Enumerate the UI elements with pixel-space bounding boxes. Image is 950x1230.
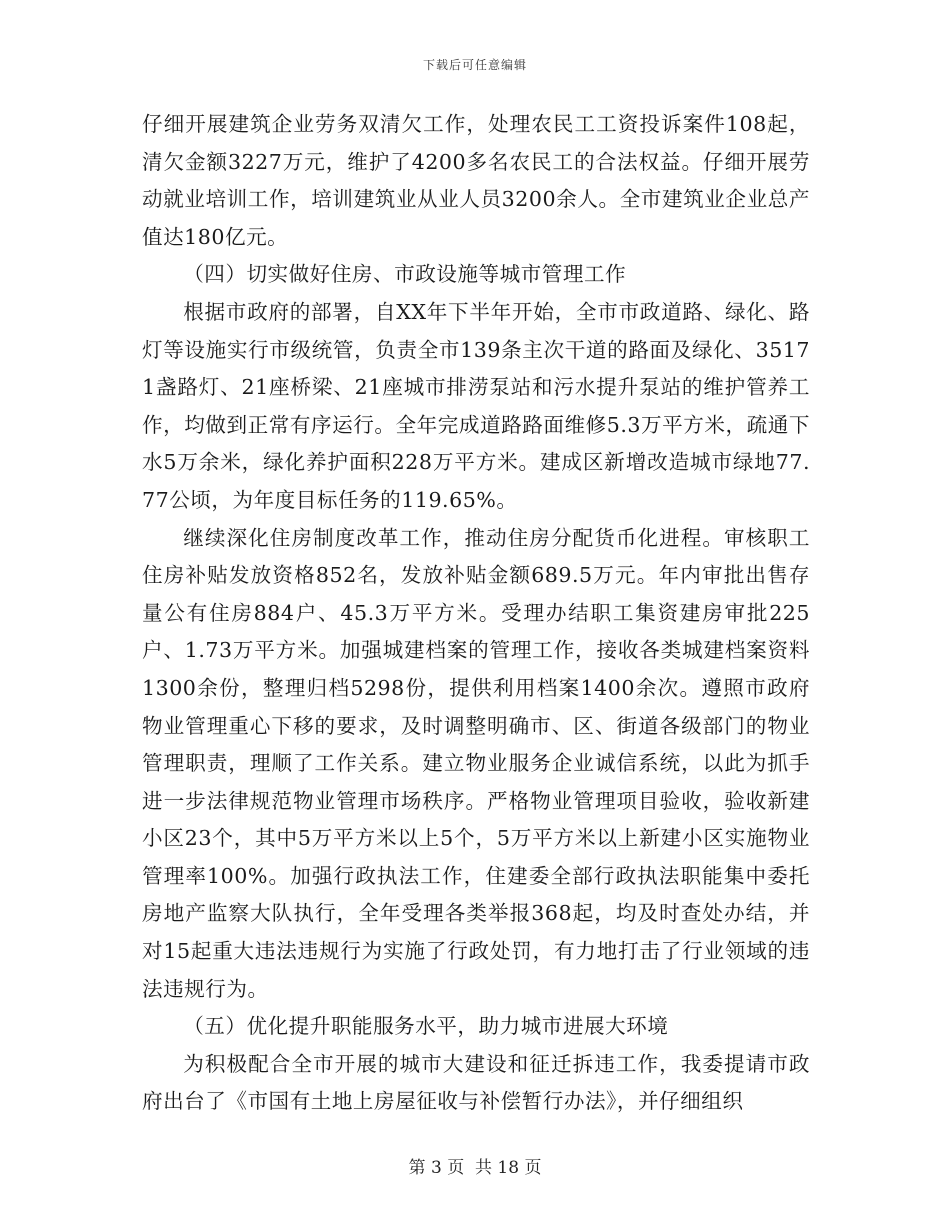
document-body bbox=[142, 106, 810, 1121]
footer-prefix: 第 bbox=[408, 1158, 426, 1178]
paragraph-municipal-facilities: 根据市政府的部署，自XX年下半年开始，全市市政道路、绿化、路灯等设施实行市级统管，负责全市139条主次干道的路面及绿化、35171盏路灯、21座桥梁、21座城市排涝泵站和污水提升泵站的维护管养工作，均做到正常有序运行。全年完成道路路面维修5.3万平方米，疏通下水5万余米，绿化养护面积228万平方米。建成区新增改造城市绿地77.77公顷，为年度目标任务的119.65%。 bbox=[142, 299, 810, 512]
page-footer bbox=[0, 1153, 950, 1178]
page-header: 下载后可任意编辑 bbox=[422, 58, 527, 72]
footer-suffix: 页 bbox=[524, 1158, 542, 1178]
section-heading-4: （四）切实做好住房、市政设施等城市管理工作 bbox=[183, 262, 627, 287]
paragraph-continued: 仔细开展建筑企业劳务双清欠工作，处理农民工工资投诉案件108起，清欠金额3227万元，维护了4200多名农民工的合法权益。仔细开展劳动就业培训工作，培训建筑业从业人员3200余人。全市建筑业企业总产值达180亿元。 bbox=[142, 112, 810, 249]
section-heading-5: （五）优化提升职能服务水平，助力城市进展大环境 bbox=[183, 1014, 669, 1039]
footer-total-pages: 18 bbox=[497, 1158, 520, 1178]
footer-current-page: 3 bbox=[430, 1158, 442, 1178]
footer-middle: 页 共 bbox=[447, 1158, 492, 1178]
paragraph-housing-reform: 继续深化住房制度改革工作，推动住房分配货币化进程。审核职工住房补贴发放资格852名，发放补贴金额689.5万元。年内审批出售存量公有住房884户、45.3万平方米。受理办结职工集资建房审批225户、1.73万平方米。加强城建档案的管理工作，接收各类城建档案资料1300余份，整理归档5298份，提供利用档案1400余次。遵照市政府物业管理重心下移的要求，及时调整明确市、区、街道各级部门的物业管理职责，理顺了工作关系。建立物业服务企业诚信系统，以此为抓手进一步法律规范物业管理市场秩序。严格物业管理项目验收，验收新建小区23个，其中5万平方米以上5个，5万平方米以上新建小区实施物业管理率100%。加强行政执法工作，住建委全部行政执法职能集中委托房地产监察大队执行，全年受理各类举报368起，均及时查处办结，并对15起重大违法违规行为实施了行政处罚，有力地打击了行业领域的违法违规行为。 bbox=[142, 525, 810, 1001]
paragraph-expropriation: 为积极配合全市开展的城市大建设和征迁拆违工作，我委提请市政府出台了《市国有土地上房屋征收与补偿暂行办法》，并仔细组织 bbox=[142, 1051, 810, 1114]
